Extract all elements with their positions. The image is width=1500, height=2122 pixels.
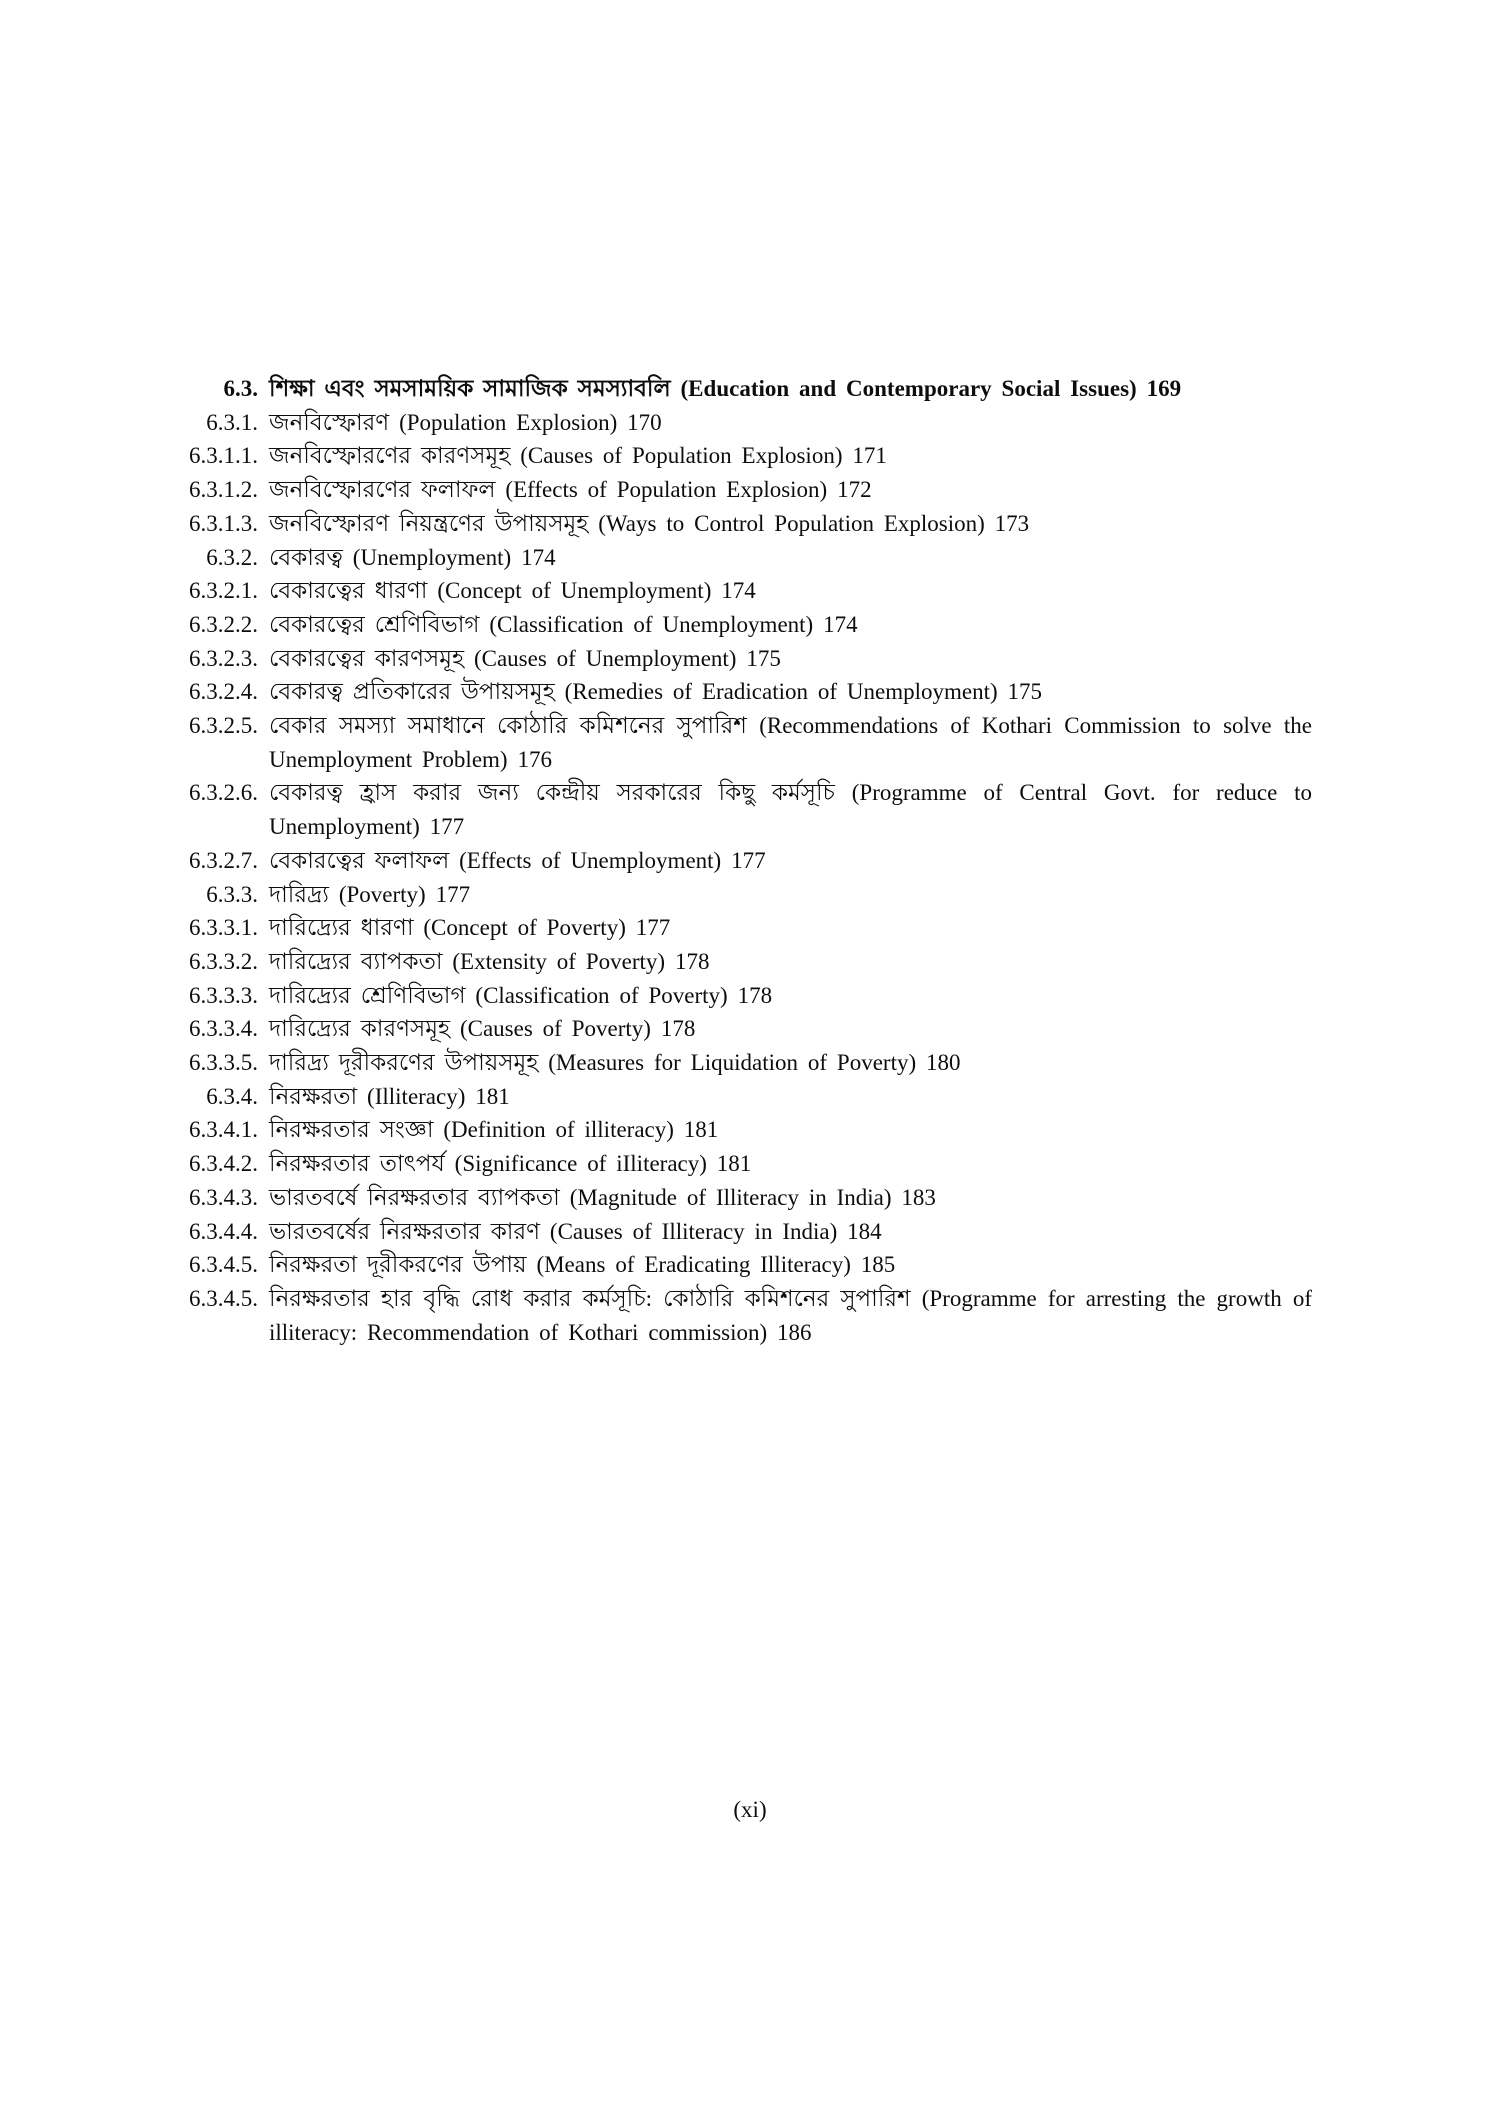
toc-entry-text: বেকারত্ব (Unemployment) 174 [269,544,556,570]
toc-entry-text: দারিদ্র্যের কারণসমূহ (Causes of Poverty) 178 [269,1016,696,1042]
toc-entry-number: 6.3.1.1. [189,443,258,469]
toc-entry-text: জনবিস্ফোরণের ফলাফল (Effects of Population Explosion) 172 [269,477,872,503]
toc-entry-number: 6.3. [223,376,258,401]
toc-entry [180,844,1312,878]
toc-entry-number: 6.3.2.1. [189,578,258,604]
toc-entry-text: জনবিস্ফোরণের কারণসমূহ (Causes of Population Explosion) 171 [269,443,887,469]
toc-entry-text: ভারতবর্ষের নিরক্ষরতার কারণ (Causes of Illiteracy in India) 184 [269,1218,882,1244]
toc-entry [180,608,1312,642]
toc-entry [180,507,1312,541]
toc-entry-text: দারিদ্র্যের ব্যাপকতা (Extensity of Poverty) 178 [269,948,710,974]
toc-entry [180,642,1312,676]
toc-entry [180,709,1312,776]
toc-entry-number: 6.3.4.2. [189,1151,258,1177]
toc-entry-number: 6.3.2.2. [189,611,258,637]
toc-entry-text: বেকারত্বের শ্রেণিবিভাগ (Classification of Unemployment) 174 [269,611,858,637]
toc-entry-number: 6.3.3.2. [189,948,258,974]
toc-entry-text: জনবিস্ফোরণ নিয়ন্ত্রণের উপায়সমূহ (Ways to Control Population Explosion) 173 [269,510,1030,536]
toc-entry-number: 6.3.2.4. [189,679,258,705]
toc-entry-number: 6.3.4.3. [189,1184,258,1210]
toc-entry [180,1215,1312,1249]
toc-entry-text: বেকারত্বের কারণসমূহ (Causes of Unemployment) 175 [269,645,781,671]
toc-entry-number: 6.3.2.7. [189,847,258,873]
toc-entry [180,911,1312,945]
toc-entry [180,541,1312,575]
toc-entry-number: 6.3.4.1. [189,1117,258,1143]
toc-entry-text: নিরক্ষরতা (Illiteracy) 181 [269,1083,510,1109]
toc-entry [180,473,1312,507]
toc-entry [180,878,1312,912]
toc-entry-text: শিক্ষা এবং সমসাময়িক সামাজিক সমস্যাবলি (Education and Contemporary Social Issues) 169 [269,376,1182,401]
toc-entry-number: 6.3.4.5. [189,1285,258,1311]
toc-entry-text: নিরক্ষরতার হার বৃদ্ধি রোধ করার কর্মসূচি: কোঠারি কমিশনের সুপারিশ (Programme for arresting the growth of illiteracy: Recommendation of Kothari commission) 186 [269,1285,1312,1345]
table-of-contents [180,372,1312,1349]
toc-entry-number: 6.3.1. [206,409,258,435]
toc-entry [180,675,1312,709]
toc-entry [180,979,1312,1013]
toc-entry [180,1046,1312,1080]
toc-entry-number: 6.3.3.4. [189,1016,258,1042]
toc-entry [180,372,1312,406]
toc-entry [180,439,1312,473]
toc-entry-text: বেকারত্ব প্রতিকারের উপায়সমূহ (Remedies of Eradication of Unemployment) 175 [269,679,1043,705]
toc-entry [180,406,1312,440]
toc-entry-number: 6.3.4.4. [189,1218,258,1244]
toc-entry [180,1080,1312,1114]
toc-entry-text: দারিদ্র্যের শ্রেণিবিভাগ (Classification of Poverty) 178 [269,982,773,1008]
toc-entry-number: 6.3.3.5. [189,1050,258,1076]
toc-entry [180,776,1312,843]
toc-entry-text: নিরক্ষরতা দূরীকরণের উপায় (Means of Eradicating Illiteracy) 185 [269,1252,896,1278]
toc-entry-number: 6.3.2. [206,544,258,570]
toc-entry [180,1181,1312,1215]
toc-entry-number: 6.3.2.3. [189,645,258,671]
toc-entry [180,574,1312,608]
toc-entry-text: ভারতবর্ষে নিরক্ষরতার ব্যাপকতা (Magnitude of Illiteracy in India) 183 [269,1184,936,1210]
toc-entry-text: জনবিস্ফোরণ (Population Explosion) 170 [269,409,662,435]
toc-entry [180,1282,1312,1349]
page-number-footer: (xi) [733,1797,767,1822]
toc-entry [180,945,1312,979]
toc-entry-number: 6.3.2.5. [189,713,258,739]
toc-entry [180,1248,1312,1282]
toc-entry-number: 6.3.1.2. [189,477,258,503]
toc-entry-text: বেকারত্ব হ্রাস করার জন্য কেন্দ্রীয় সরকারের কিছু কর্মসূচি (Programme of Central Govt. for reduce to Unemployment) 177 [269,780,1312,840]
toc-entry-text: দারিদ্র্য (Poverty) 177 [269,881,471,907]
toc-entry-number: 6.3.4. [206,1083,258,1109]
toc-entry-text: নিরক্ষরতার তাৎপর্য (Significance of iIliteracy) 181 [269,1151,752,1177]
toc-entry-text: দারিদ্র্যের ধারণা (Concept of Poverty) 177 [269,915,671,941]
toc-entry [180,1147,1312,1181]
toc-entry-text: বেকার সমস্যা সমাধানে কোঠারি কমিশনের সুপারিশ (Recommendations of Kothari Commission to solve the Unemployment Problem) 176 [269,713,1312,772]
toc-entry-number: 6.3.2.6. [189,780,258,806]
toc-entry-text: দারিদ্র্য দূরীকরণের উপায়সমূহ (Measures for Liquidation of Poverty) 180 [269,1050,961,1076]
toc-entry [180,1012,1312,1046]
toc-entry-number: 6.3.3.3. [189,982,258,1008]
toc-entry-number: 6.3.3. [206,881,258,907]
toc-entry [180,1113,1312,1147]
toc-entry-text: বেকারত্বের ফলাফল (Effects of Unemployment) 177 [269,847,766,873]
toc-entry-number: 6.3.1.3. [189,510,258,536]
toc-entry-text: নিরক্ষরতার সংজ্ঞা (Definition of illiteracy) 181 [269,1117,719,1143]
toc-entry-number: 6.3.4.5. [189,1252,258,1278]
toc-entry-text: বেকারত্বের ধারণা (Concept of Unemployment) 174 [269,578,756,604]
toc-entry-number: 6.3.3.1. [189,915,258,941]
